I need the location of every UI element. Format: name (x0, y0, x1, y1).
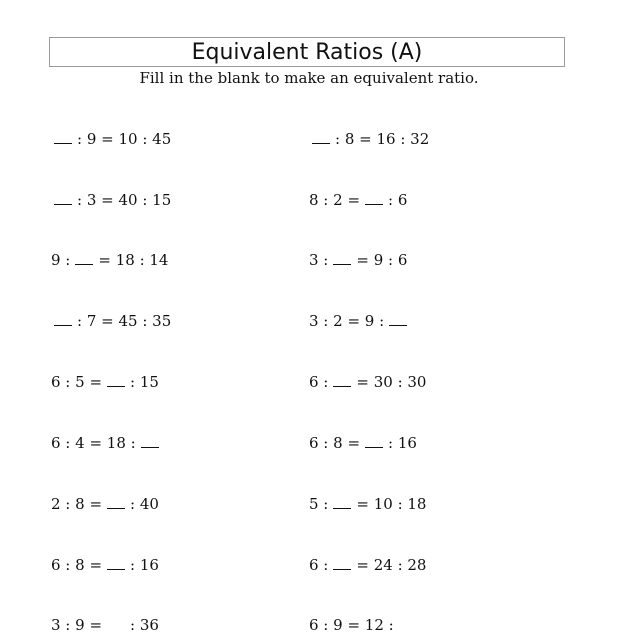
problem-text-after: : 16 (130, 556, 159, 574)
problem-text-before: 6 : 8 = (51, 556, 103, 574)
problem-14 (309, 495, 426, 513)
answer-blank[interactable] (75, 251, 93, 265)
problem-text-after: : 6 (388, 191, 408, 209)
problem-7 (51, 312, 171, 330)
problem-text-before: 6 : 9 = 12 : (309, 616, 394, 634)
problem-15 (51, 556, 159, 574)
problem-10 (309, 373, 426, 391)
problem-text-after: : 40 (130, 495, 159, 513)
problem-text-before: 6 : (309, 556, 329, 574)
instructions: Fill in the blank to make an equivalent ratio. (139, 69, 479, 87)
problem-9 (51, 373, 159, 391)
answer-blank[interactable] (312, 130, 330, 144)
problem-text-before: 3 : 2 = 9 : (309, 312, 385, 330)
problem-13 (51, 495, 159, 513)
problem-text-before: 2 : 8 = (51, 495, 103, 513)
answer-blank[interactable] (107, 495, 125, 509)
problem-5 (51, 251, 168, 269)
problem-text-after: : 15 (130, 373, 159, 391)
problem-18 (309, 616, 417, 634)
answer-blank[interactable] (365, 191, 383, 205)
problem-text-after: = 30 : 30 (356, 373, 427, 391)
answer-blank[interactable] (389, 312, 407, 326)
answer-blank[interactable] (333, 251, 351, 265)
answer-blank[interactable] (365, 434, 383, 448)
answer-blank[interactable] (54, 312, 72, 326)
answer-blank[interactable] (107, 556, 125, 570)
problem-text-after: : 7 = 45 : 35 (77, 312, 172, 330)
title-box (49, 37, 565, 67)
problem-1 (51, 130, 171, 148)
problem-3 (51, 191, 171, 209)
problem-17 (51, 616, 159, 634)
answer-blank[interactable] (54, 191, 72, 205)
problem-6 (309, 251, 407, 269)
problem-text-after: : 8 = 16 : 32 (335, 130, 430, 148)
problem-4 (309, 191, 407, 209)
answer-blank[interactable] (333, 373, 351, 387)
problem-text-before: 3 : 9 = (51, 616, 103, 634)
answer-blank[interactable] (333, 556, 351, 570)
problem-12 (309, 434, 417, 452)
problem-text-after: : 36 (130, 616, 159, 634)
problem-text-before: 6 : 8 = (309, 434, 361, 452)
problem-text-before: 9 : (51, 251, 71, 269)
answer-blank[interactable] (333, 495, 351, 509)
answer-blank[interactable] (107, 373, 125, 387)
answer-blank[interactable] (399, 616, 417, 630)
problem-text-before: 6 : 4 = 18 : (51, 434, 136, 452)
problem-text-before: 3 : (309, 251, 329, 269)
problem-2 (309, 130, 429, 148)
problem-text-after: : 16 (388, 434, 417, 452)
problem-text-before: 5 : (309, 495, 329, 513)
problem-text-after: : 3 = 40 : 15 (77, 191, 172, 209)
answer-blank[interactable] (141, 434, 159, 448)
problem-text-after: = 24 : 28 (356, 556, 427, 574)
problem-16 (309, 556, 426, 574)
worksheet-title: Equivalent Ratios (A) (191, 40, 423, 65)
problem-8 (309, 312, 407, 330)
problem-text-after: = 18 : 14 (98, 251, 169, 269)
problem-text-after: = 10 : 18 (356, 495, 427, 513)
problem-text-before: 8 : 2 = (309, 191, 361, 209)
problem-text-after: = 9 : 6 (356, 251, 408, 269)
problem-text-before: 6 : (309, 373, 329, 391)
answer-blank[interactable] (54, 130, 72, 144)
problem-text-after: : 9 = 10 : 45 (77, 130, 172, 148)
answer-blank[interactable] (107, 616, 125, 630)
problem-text-before: 6 : 5 = (51, 373, 103, 391)
problem-11 (51, 434, 159, 452)
